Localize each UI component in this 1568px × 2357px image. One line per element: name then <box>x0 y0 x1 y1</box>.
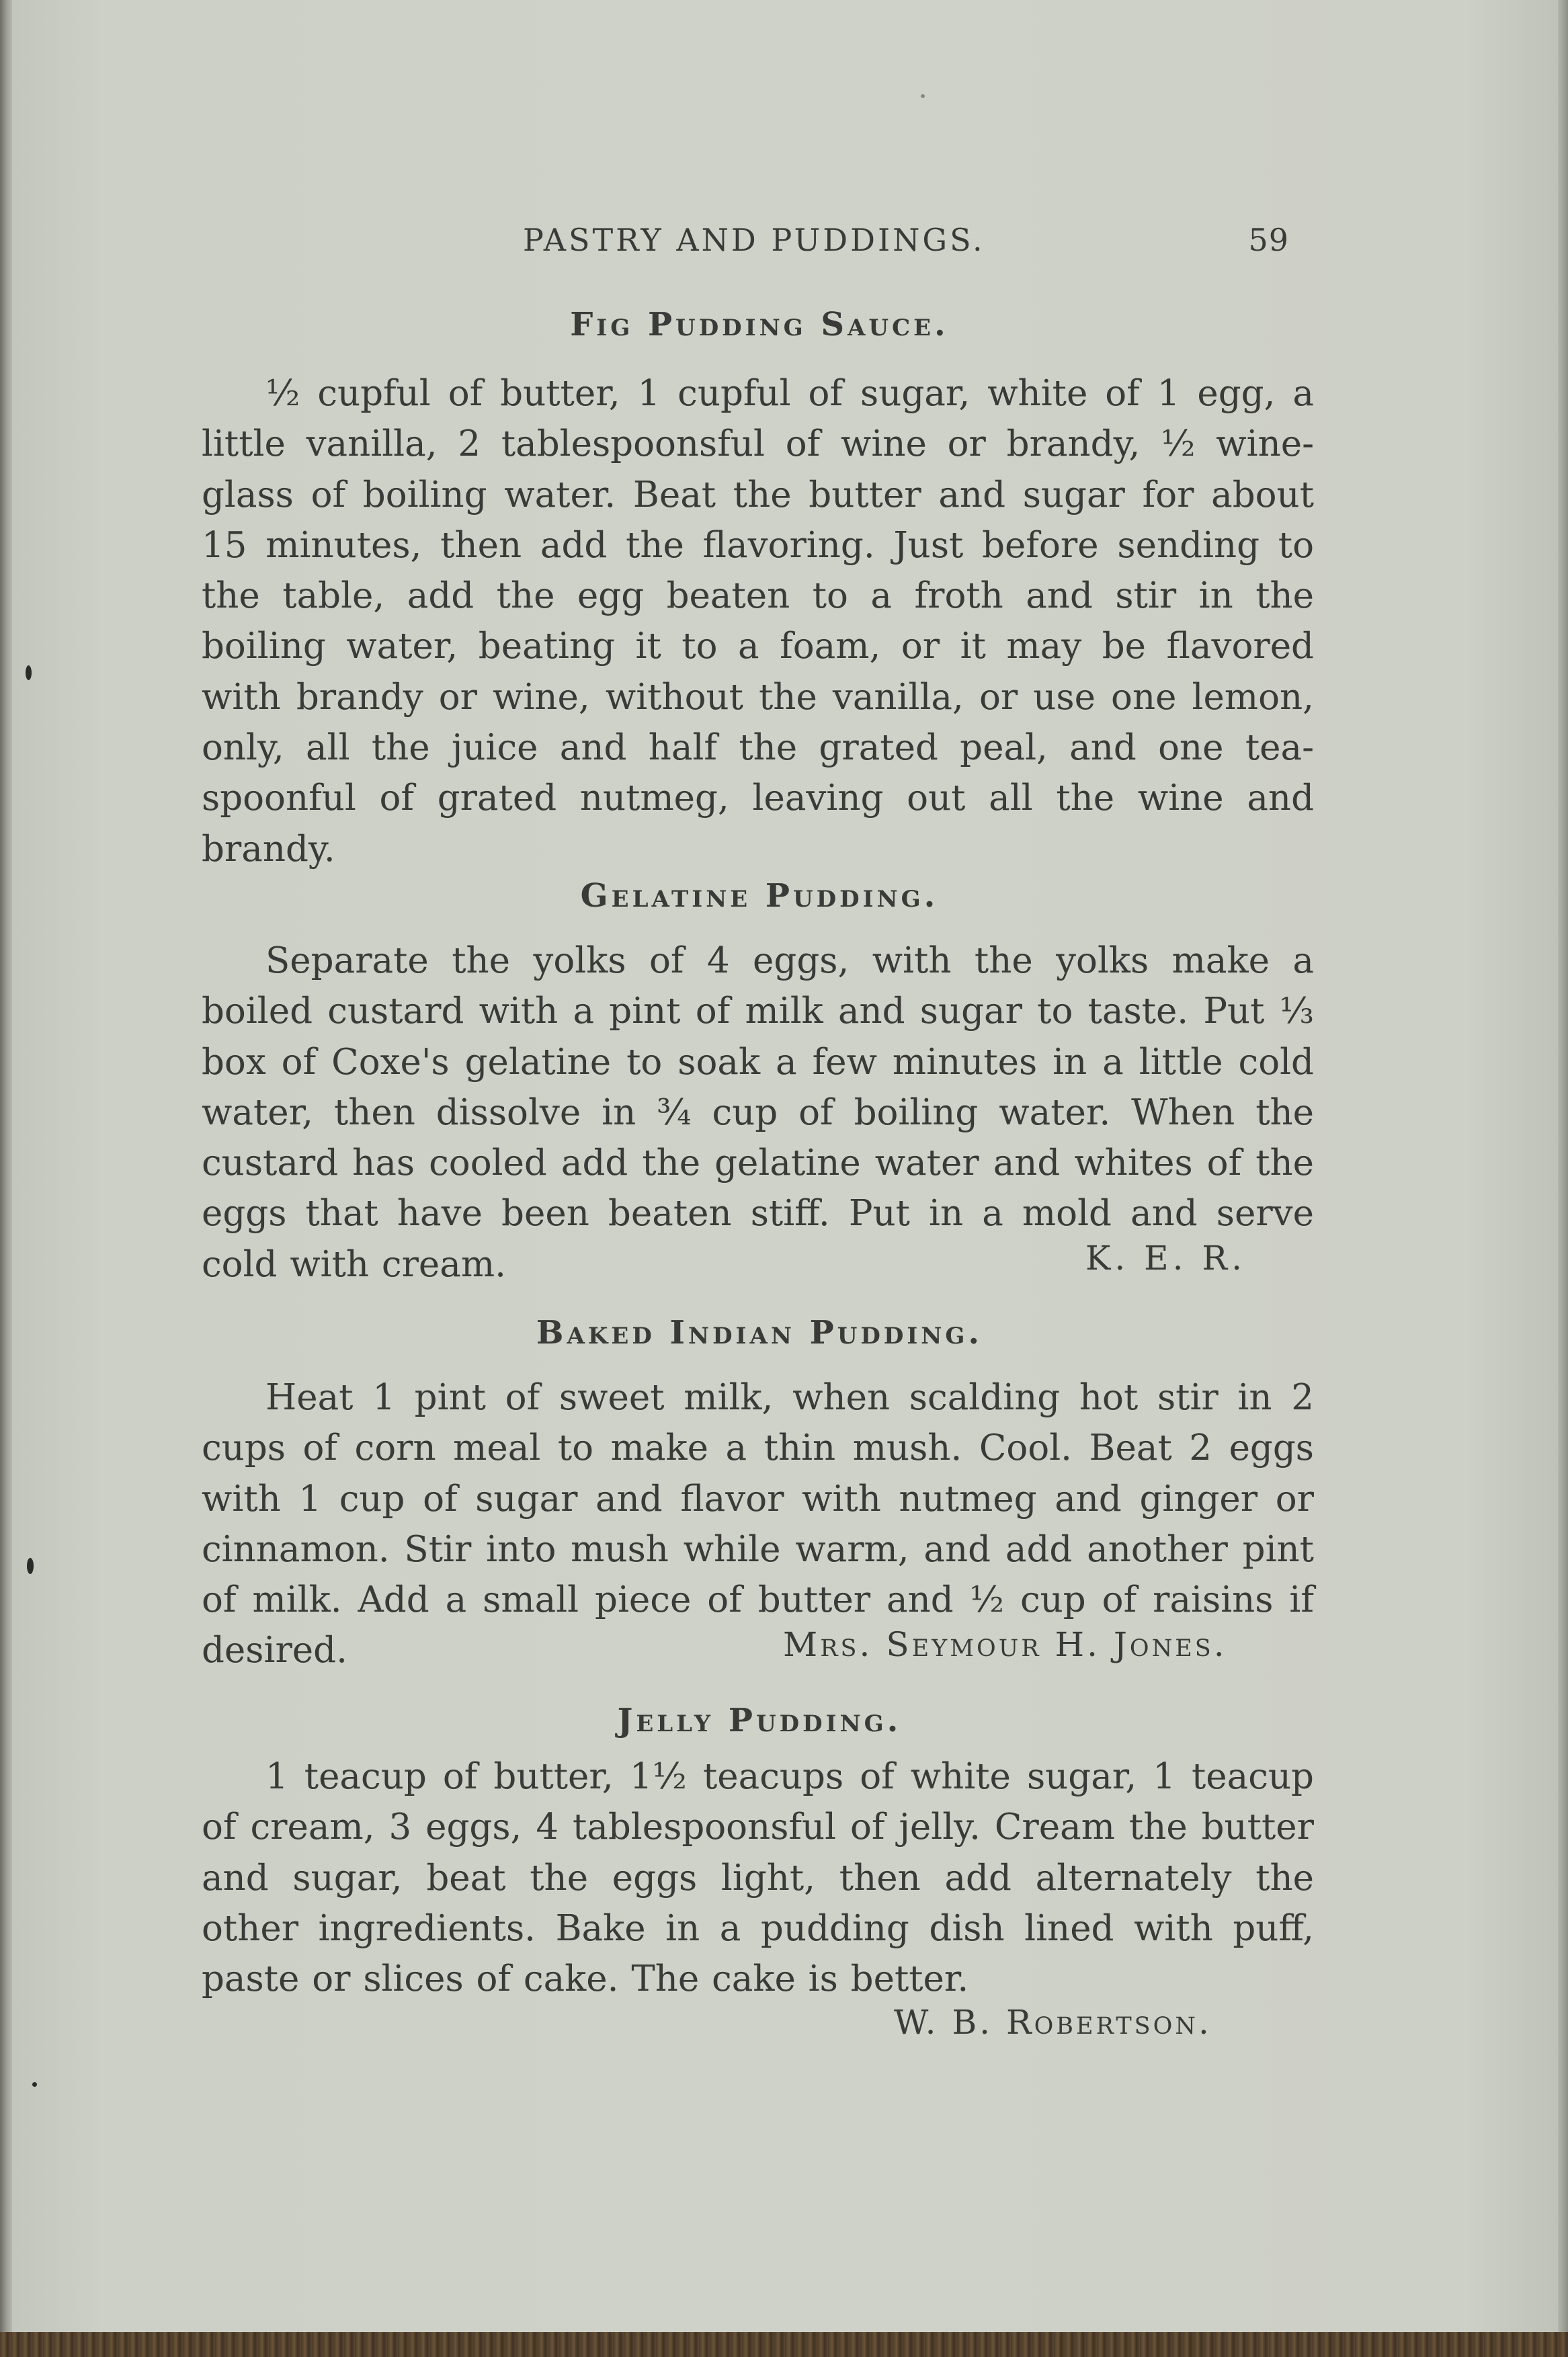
paper-speck <box>27 1558 34 1574</box>
recipe-title-jelly-pudding: Jelly Pudding. <box>617 1702 902 1739</box>
page-binding-edge <box>0 0 12 2357</box>
recipe-title-baked-indian-pudding: Baked Indian Pudding. <box>536 1314 983 1352</box>
running-head <box>523 222 1289 269</box>
recipe-body-fig-pudding-sauce: ½ cupful of butter, 1 cupful of sugar, white of 1 egg, a little vanilla, 2 tablespoonsful of wine or brandy, ½ wine-glass of boiling water. Beat the butter and sugar for about 15 minutes, then add the flavoring. Just before sending to the table, add the egg beaten to a froth and stir in the boiling water, beating it to a foam, or it may be flavored with brandy or wine, without the vanilla, or use one lemon, only, all the juice and half the grated peal, and one tea-spoonful of grated nutmeg, leaving out all the wine and brandy. <box>202 373 1314 870</box>
recipe-body-baked-indian-pudding: Heat 1 pint of sweet milk, when scalding hot stir in 2 cups of corn meal to make a thin mush. Cool. Beat 2 eggs with 1 cup of sugar and flavor with nutmeg and ginger or cinnamon. Stir into mush while warm, and add another pint of milk. Add a small piece of butter and ½ cup of raisins if desired. <box>202 1377 1314 1671</box>
page-number: 59 <box>1248 222 1289 258</box>
signature-baked-indian-pudding: Mrs. Seymour H. Jones. <box>783 1625 1227 1664</box>
paper-speck <box>26 665 32 680</box>
recipe-body-jelly-pudding: 1 teacup of butter, 1½ teacups of white sugar, 1 teacup of cream, 3 eggs, 4 tablespoonsful of jelly. Cream the butter and sugar, beat the eggs light, then add alternately the other ingredients. Bake in a pudding dish lined with puff, paste or slices of cake. The cake is better. <box>202 1756 1314 2000</box>
signature-jelly-pudding: W. B. Robertson. <box>894 2003 1212 2042</box>
paper-speck <box>921 94 925 98</box>
page-right-edge <box>1558 0 1568 2357</box>
running-head-title: PASTRY AND PUDDINGS. <box>523 222 985 258</box>
paper-speck <box>32 2082 37 2087</box>
recipe-title-fig-pudding-sauce: Fig Pudding Sauce. <box>570 306 949 343</box>
recipe-title-gelatine-pudding: Gelatine Pudding. <box>580 877 939 915</box>
recipe-body-gelatine-pudding: Separate the yolks of 4 eggs, with the yolks make a boiled custard with a pint of milk and sugar to taste. Put ⅓ box of Coxe's gelatine to soak a few minutes in a little cold water, then dissolve in ¾ cup of boiling water. When the custard has cooled add the gelatine water and whites of the eggs that have been beaten stiff. Put in a mold and serve cold with cream. <box>202 940 1314 1285</box>
signature-gelatine-pudding: K. E. R. <box>1085 1239 1246 1278</box>
cover-binding-edge <box>0 2332 1568 2357</box>
